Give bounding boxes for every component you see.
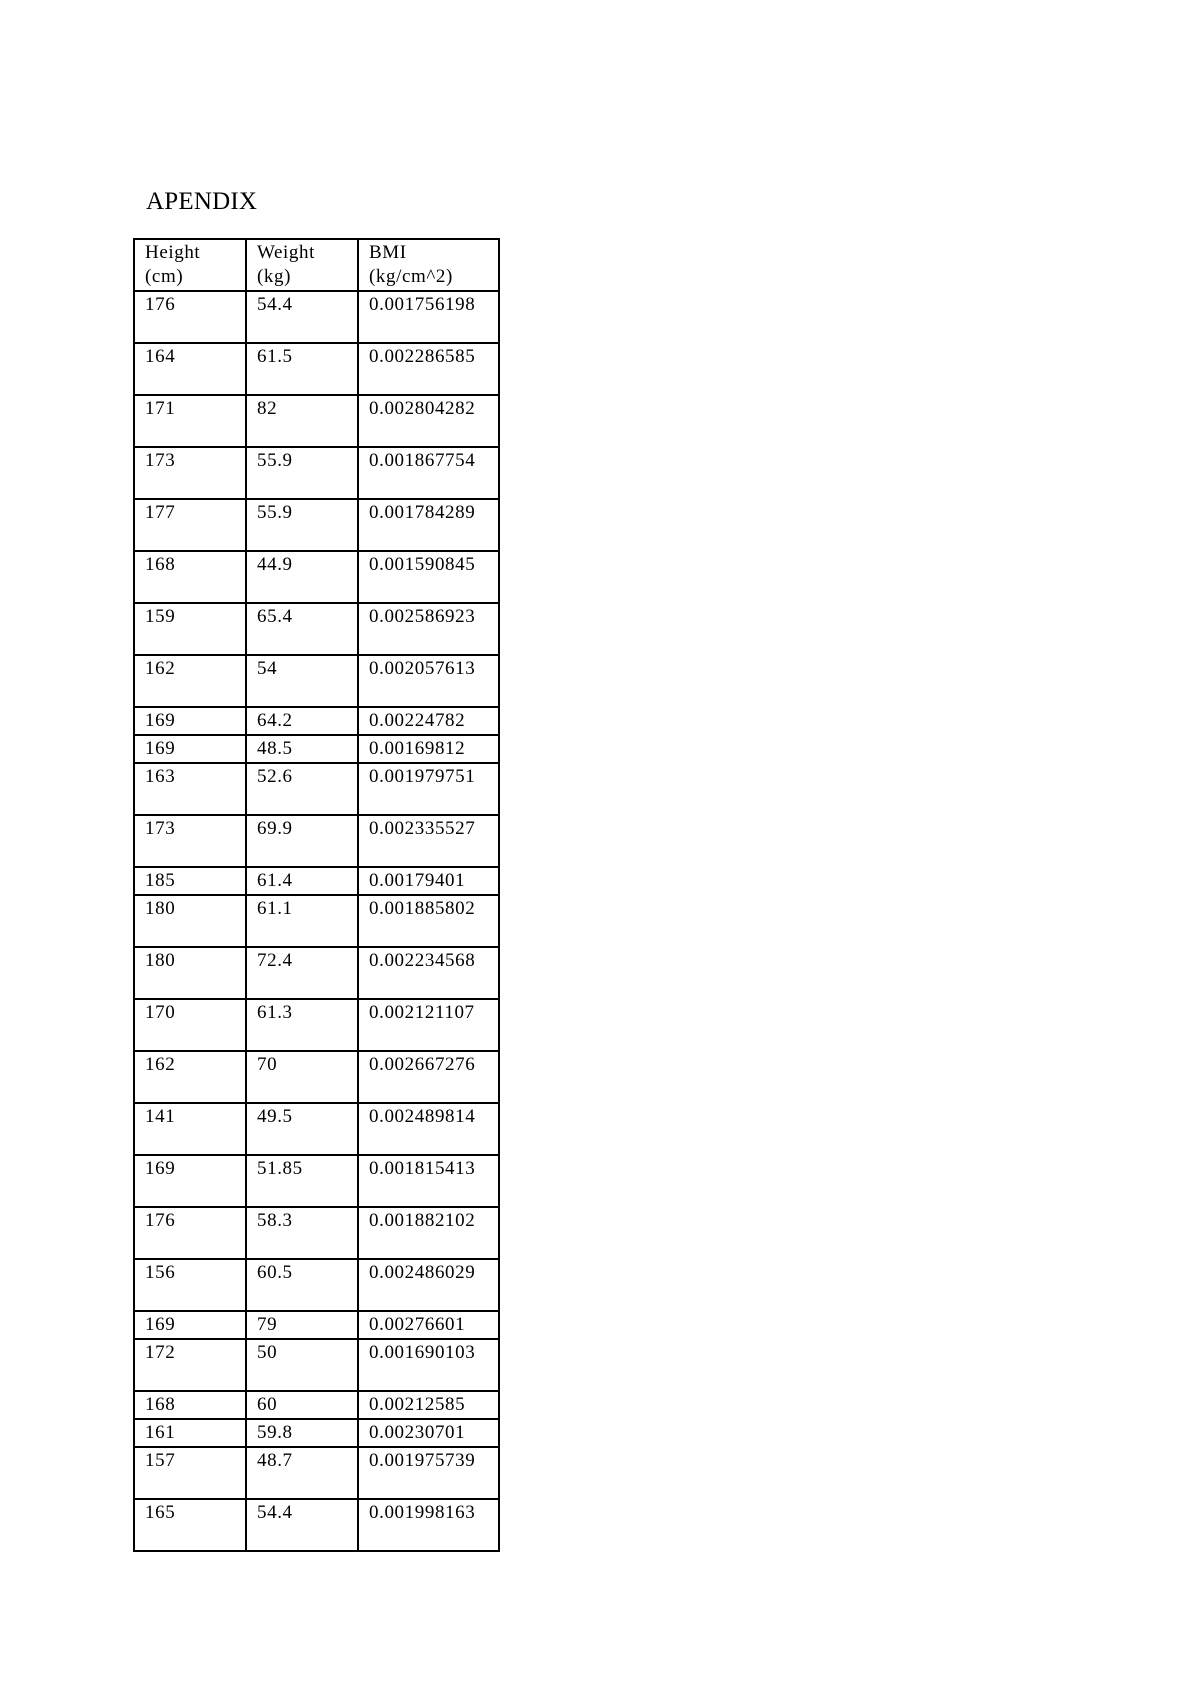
cell-height: 161 (134, 1419, 246, 1447)
cell-height: 173 (134, 815, 246, 867)
table-row (134, 895, 499, 947)
cell-weight: 50 (246, 1339, 358, 1391)
cell-weight: 65.4 (246, 603, 358, 655)
cell-height: 168 (134, 551, 246, 603)
cell-height: 159 (134, 603, 246, 655)
cell-height: 185 (134, 867, 246, 895)
cell-bmi: 0.00212585 (358, 1391, 499, 1419)
table-row (134, 1103, 499, 1155)
header-bmi (358, 239, 499, 291)
table-row (134, 1447, 499, 1499)
cell-height: 180 (134, 947, 246, 999)
table-row (134, 999, 499, 1051)
table-row (134, 1391, 499, 1419)
cell-weight: 52.6 (246, 763, 358, 815)
table-row (134, 499, 499, 551)
cell-height: 176 (134, 1207, 246, 1259)
cell-weight: 59.8 (246, 1419, 358, 1447)
cell-bmi: 0.00230701 (358, 1419, 499, 1447)
table-row (134, 707, 499, 735)
cell-weight: 61.5 (246, 343, 358, 395)
cell-bmi: 0.001815413 (358, 1155, 499, 1207)
cell-weight: 79 (246, 1311, 358, 1339)
cell-height: 172 (134, 1339, 246, 1391)
cell-weight: 61.1 (246, 895, 358, 947)
table-row (134, 395, 499, 447)
table-row (134, 1499, 499, 1551)
cell-bmi: 0.002335527 (358, 815, 499, 867)
cell-height: 163 (134, 763, 246, 815)
cell-weight: 51.85 (246, 1155, 358, 1207)
cell-bmi: 0.001756198 (358, 291, 499, 343)
header-weight (246, 239, 358, 291)
cell-bmi: 0.002121107 (358, 999, 499, 1051)
cell-bmi: 0.00169812 (358, 735, 499, 763)
cell-weight: 55.9 (246, 447, 358, 499)
table-row (134, 1051, 499, 1103)
header-height-unit: (cm) (145, 266, 184, 287)
cell-weight: 72.4 (246, 947, 358, 999)
table-row (134, 655, 499, 707)
cell-weight: 54.4 (246, 291, 358, 343)
header-bmi-label: BMI (369, 242, 407, 263)
cell-height: 157 (134, 1447, 246, 1499)
cell-weight: 61.3 (246, 999, 358, 1051)
cell-bmi: 0.001690103 (358, 1339, 499, 1391)
table-row (134, 867, 499, 895)
cell-height: 165 (134, 1499, 246, 1551)
cell-height: 177 (134, 499, 246, 551)
table-row (134, 551, 499, 603)
header-height (134, 239, 246, 291)
cell-height: 171 (134, 395, 246, 447)
cell-weight: 64.2 (246, 707, 358, 735)
cell-bmi: 0.002286585 (358, 343, 499, 395)
table-row (134, 1207, 499, 1259)
table-header-row (134, 239, 499, 291)
header-height-label: Height (145, 242, 201, 263)
cell-weight: 70 (246, 1051, 358, 1103)
table-body (134, 239, 499, 1551)
cell-height: 162 (134, 655, 246, 707)
cell-weight: 55.9 (246, 499, 358, 551)
cell-height: 156 (134, 1259, 246, 1311)
cell-weight: 44.9 (246, 551, 358, 603)
cell-height: 141 (134, 1103, 246, 1155)
cell-height: 173 (134, 447, 246, 499)
table-row (134, 343, 499, 395)
table-row (134, 815, 499, 867)
cell-bmi: 0.001979751 (358, 763, 499, 815)
table-row (134, 447, 499, 499)
cell-bmi: 0.002804282 (358, 395, 499, 447)
cell-bmi: 0.001998163 (358, 1499, 499, 1551)
cell-height: 180 (134, 895, 246, 947)
bmi-data-table (133, 238, 500, 1552)
cell-bmi: 0.00224782 (358, 707, 499, 735)
table-row (134, 1155, 499, 1207)
table-row (134, 735, 499, 763)
cell-bmi: 0.001867754 (358, 447, 499, 499)
cell-bmi: 0.001975739 (358, 1447, 499, 1499)
cell-weight: 54 (246, 655, 358, 707)
cell-weight: 61.4 (246, 867, 358, 895)
cell-height: 176 (134, 291, 246, 343)
cell-height: 162 (134, 1051, 246, 1103)
header-weight-label: Weight (257, 242, 316, 263)
table-row (134, 763, 499, 815)
cell-weight: 48.5 (246, 735, 358, 763)
cell-bmi: 0.001885802 (358, 895, 499, 947)
cell-bmi: 0.002486029 (358, 1259, 499, 1311)
cell-bmi: 0.001784289 (358, 499, 499, 551)
table-row (134, 603, 499, 655)
header-bmi-unit: (kg/cm^2) (369, 266, 453, 287)
cell-height: 170 (134, 999, 246, 1051)
cell-height: 164 (134, 343, 246, 395)
table-row (134, 291, 499, 343)
cell-height: 169 (134, 1311, 246, 1339)
cell-weight: 48.7 (246, 1447, 358, 1499)
cell-bmi: 0.001590845 (358, 551, 499, 603)
cell-weight: 54.4 (246, 1499, 358, 1551)
table-row (134, 1259, 499, 1311)
table-row (134, 1419, 499, 1447)
cell-bmi: 0.002489814 (358, 1103, 499, 1155)
cell-bmi: 0.00276601 (358, 1311, 499, 1339)
cell-weight: 60.5 (246, 1259, 358, 1311)
cell-bmi: 0.001882102 (358, 1207, 499, 1259)
table-row (134, 1311, 499, 1339)
cell-height: 169 (134, 1155, 246, 1207)
table-row (134, 947, 499, 999)
cell-bmi: 0.002667276 (358, 1051, 499, 1103)
cell-weight: 69.9 (246, 815, 358, 867)
cell-bmi: 0.00179401 (358, 867, 499, 895)
table-row (134, 1339, 499, 1391)
page-title: APENDIX (146, 188, 258, 215)
header-weight-unit: (kg) (257, 266, 292, 287)
cell-bmi: 0.002057613 (358, 655, 499, 707)
cell-weight: 82 (246, 395, 358, 447)
cell-weight: 60 (246, 1391, 358, 1419)
cell-height: 168 (134, 1391, 246, 1419)
cell-bmi: 0.002234568 (358, 947, 499, 999)
cell-bmi: 0.002586923 (358, 603, 499, 655)
cell-weight: 49.5 (246, 1103, 358, 1155)
cell-height: 169 (134, 735, 246, 763)
cell-weight: 58.3 (246, 1207, 358, 1259)
cell-height: 169 (134, 707, 246, 735)
